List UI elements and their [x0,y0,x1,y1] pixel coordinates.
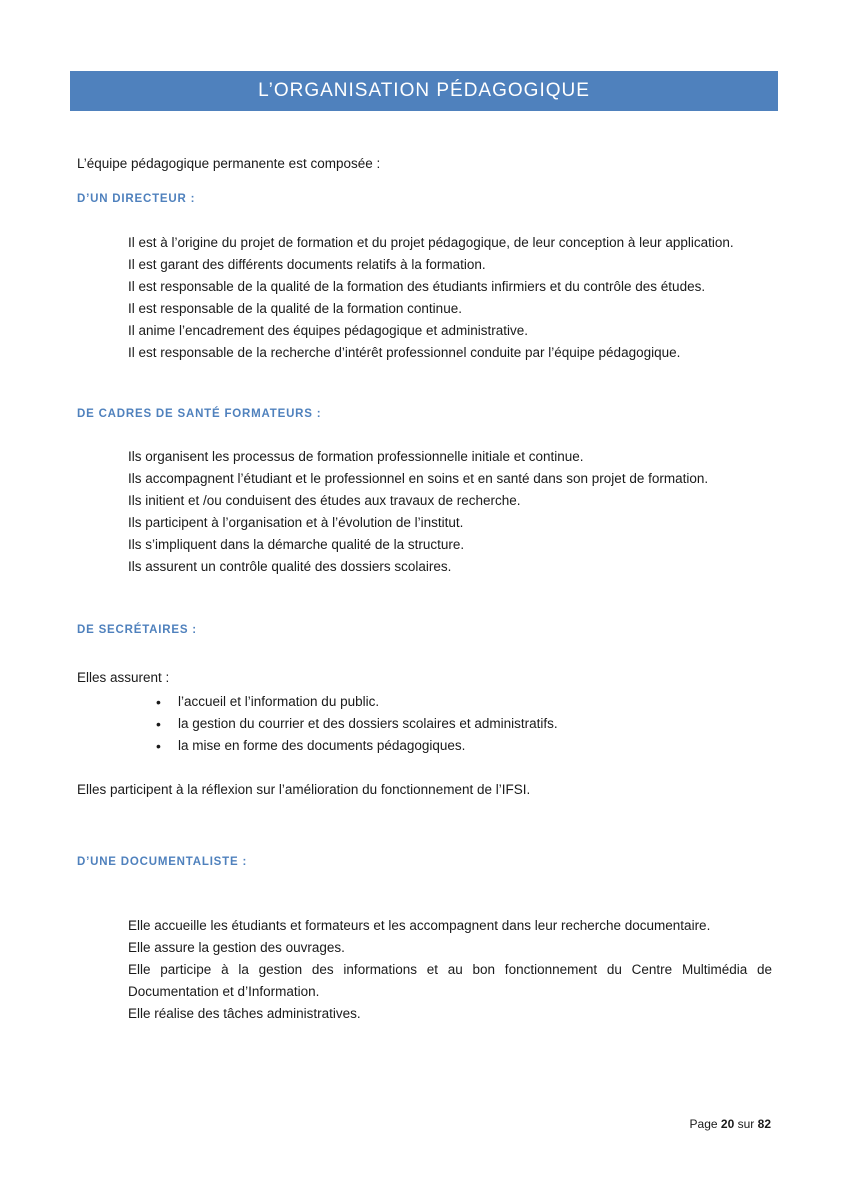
cadres-list [128,446,772,578]
list-item: Il est à l’origine du projet de formation et du projet pédagogique, de leur conception à leur application. [128,235,734,250]
bullet-text: l’accueil et l’information du public. [178,694,380,709]
secretaires-bullet-list [156,691,558,757]
list-item: Ils assurent un contrôle qualité des dossiers scolaires. [128,559,452,574]
list-item: Ils organisent les processus de formation professionnelle initiale et continue. [128,449,584,464]
bullet-item [156,713,558,735]
page-number: 20 [720,1117,735,1131]
list-item: Ils initient et /ou conduisent des études aux travaux de recherche. [128,493,521,508]
directeur-list [128,232,772,364]
intro-text: L’équipe pédagogique permanente est composée : [77,156,381,171]
bullet-text: la mise en forme des documents pédagogiques. [178,738,466,753]
list-item: Il est responsable de la recherche d’intérêt professionnel conduite par l’équipe pédagogique. [128,345,681,360]
page-word: Page [689,1117,718,1131]
list-item: Ils accompagnent l’étudiant et le professionnel en soins et en santé dans son projet de formation. [128,471,709,486]
list-item: Il est responsable de la qualité de la formation continue. [128,301,462,316]
list-item: Il anime l’encadrement des équipes pédagogique et administrative. [128,323,528,338]
bullet-text: la gestion du courrier et des dossiers scolaires et administratifs. [178,716,558,731]
bullet-item [156,691,558,713]
bullet-icon: • [156,694,161,710]
bullet-icon: • [156,738,161,754]
section-heading-cadres: DE CADRES DE SANTÉ FORMATEURS : [77,408,322,420]
bullet-icon: • [156,716,161,732]
total-pages: 82 [757,1117,771,1131]
bullet-item [156,735,558,757]
list-item: Elle réalise des tâches administratives. [128,1006,361,1021]
page-footer [690,1117,771,1131]
documentaliste-list [128,915,772,1025]
secretaires-intro: Elles assurent : [77,670,170,685]
list-item: Elle accueille les étudiants et formateurs et les accompagnent dans leur recherche documentaire. [128,918,711,933]
secretaires-outro: Elles participent à la réflexion sur l’amélioration du fonctionnement de l’IFSI. [77,782,531,797]
section-heading-documentaliste: D’UNE DOCUMENTALISTE : [77,856,248,868]
list-item: Elle participe à la gestion des informations et au bon fonctionnement du Centre Multimédia de Documentation et d’Information. [128,962,772,999]
section-heading-secretaires: DE SECRÉTAIRES : [77,624,197,636]
list-item: Il est responsable de la qualité de la formation des étudiants infirmiers et du contrôle des études. [128,279,706,294]
list-item: Ils s’impliquent dans la démarche qualité de la structure. [128,537,465,552]
list-item: Elle assure la gestion des ouvrages. [128,940,345,955]
page-title-banner [70,71,778,111]
list-item: Ils participent à l’organisation et à l’évolution de l’institut. [128,515,464,530]
list-item: Il est garant des différents documents relatifs à la formation. [128,257,486,272]
of-word: sur [737,1117,755,1131]
page-title: L’ORGANISATION PÉDAGOGIQUE [258,80,590,101]
section-heading-directeur: D’UN DIRECTEUR : [77,193,196,205]
